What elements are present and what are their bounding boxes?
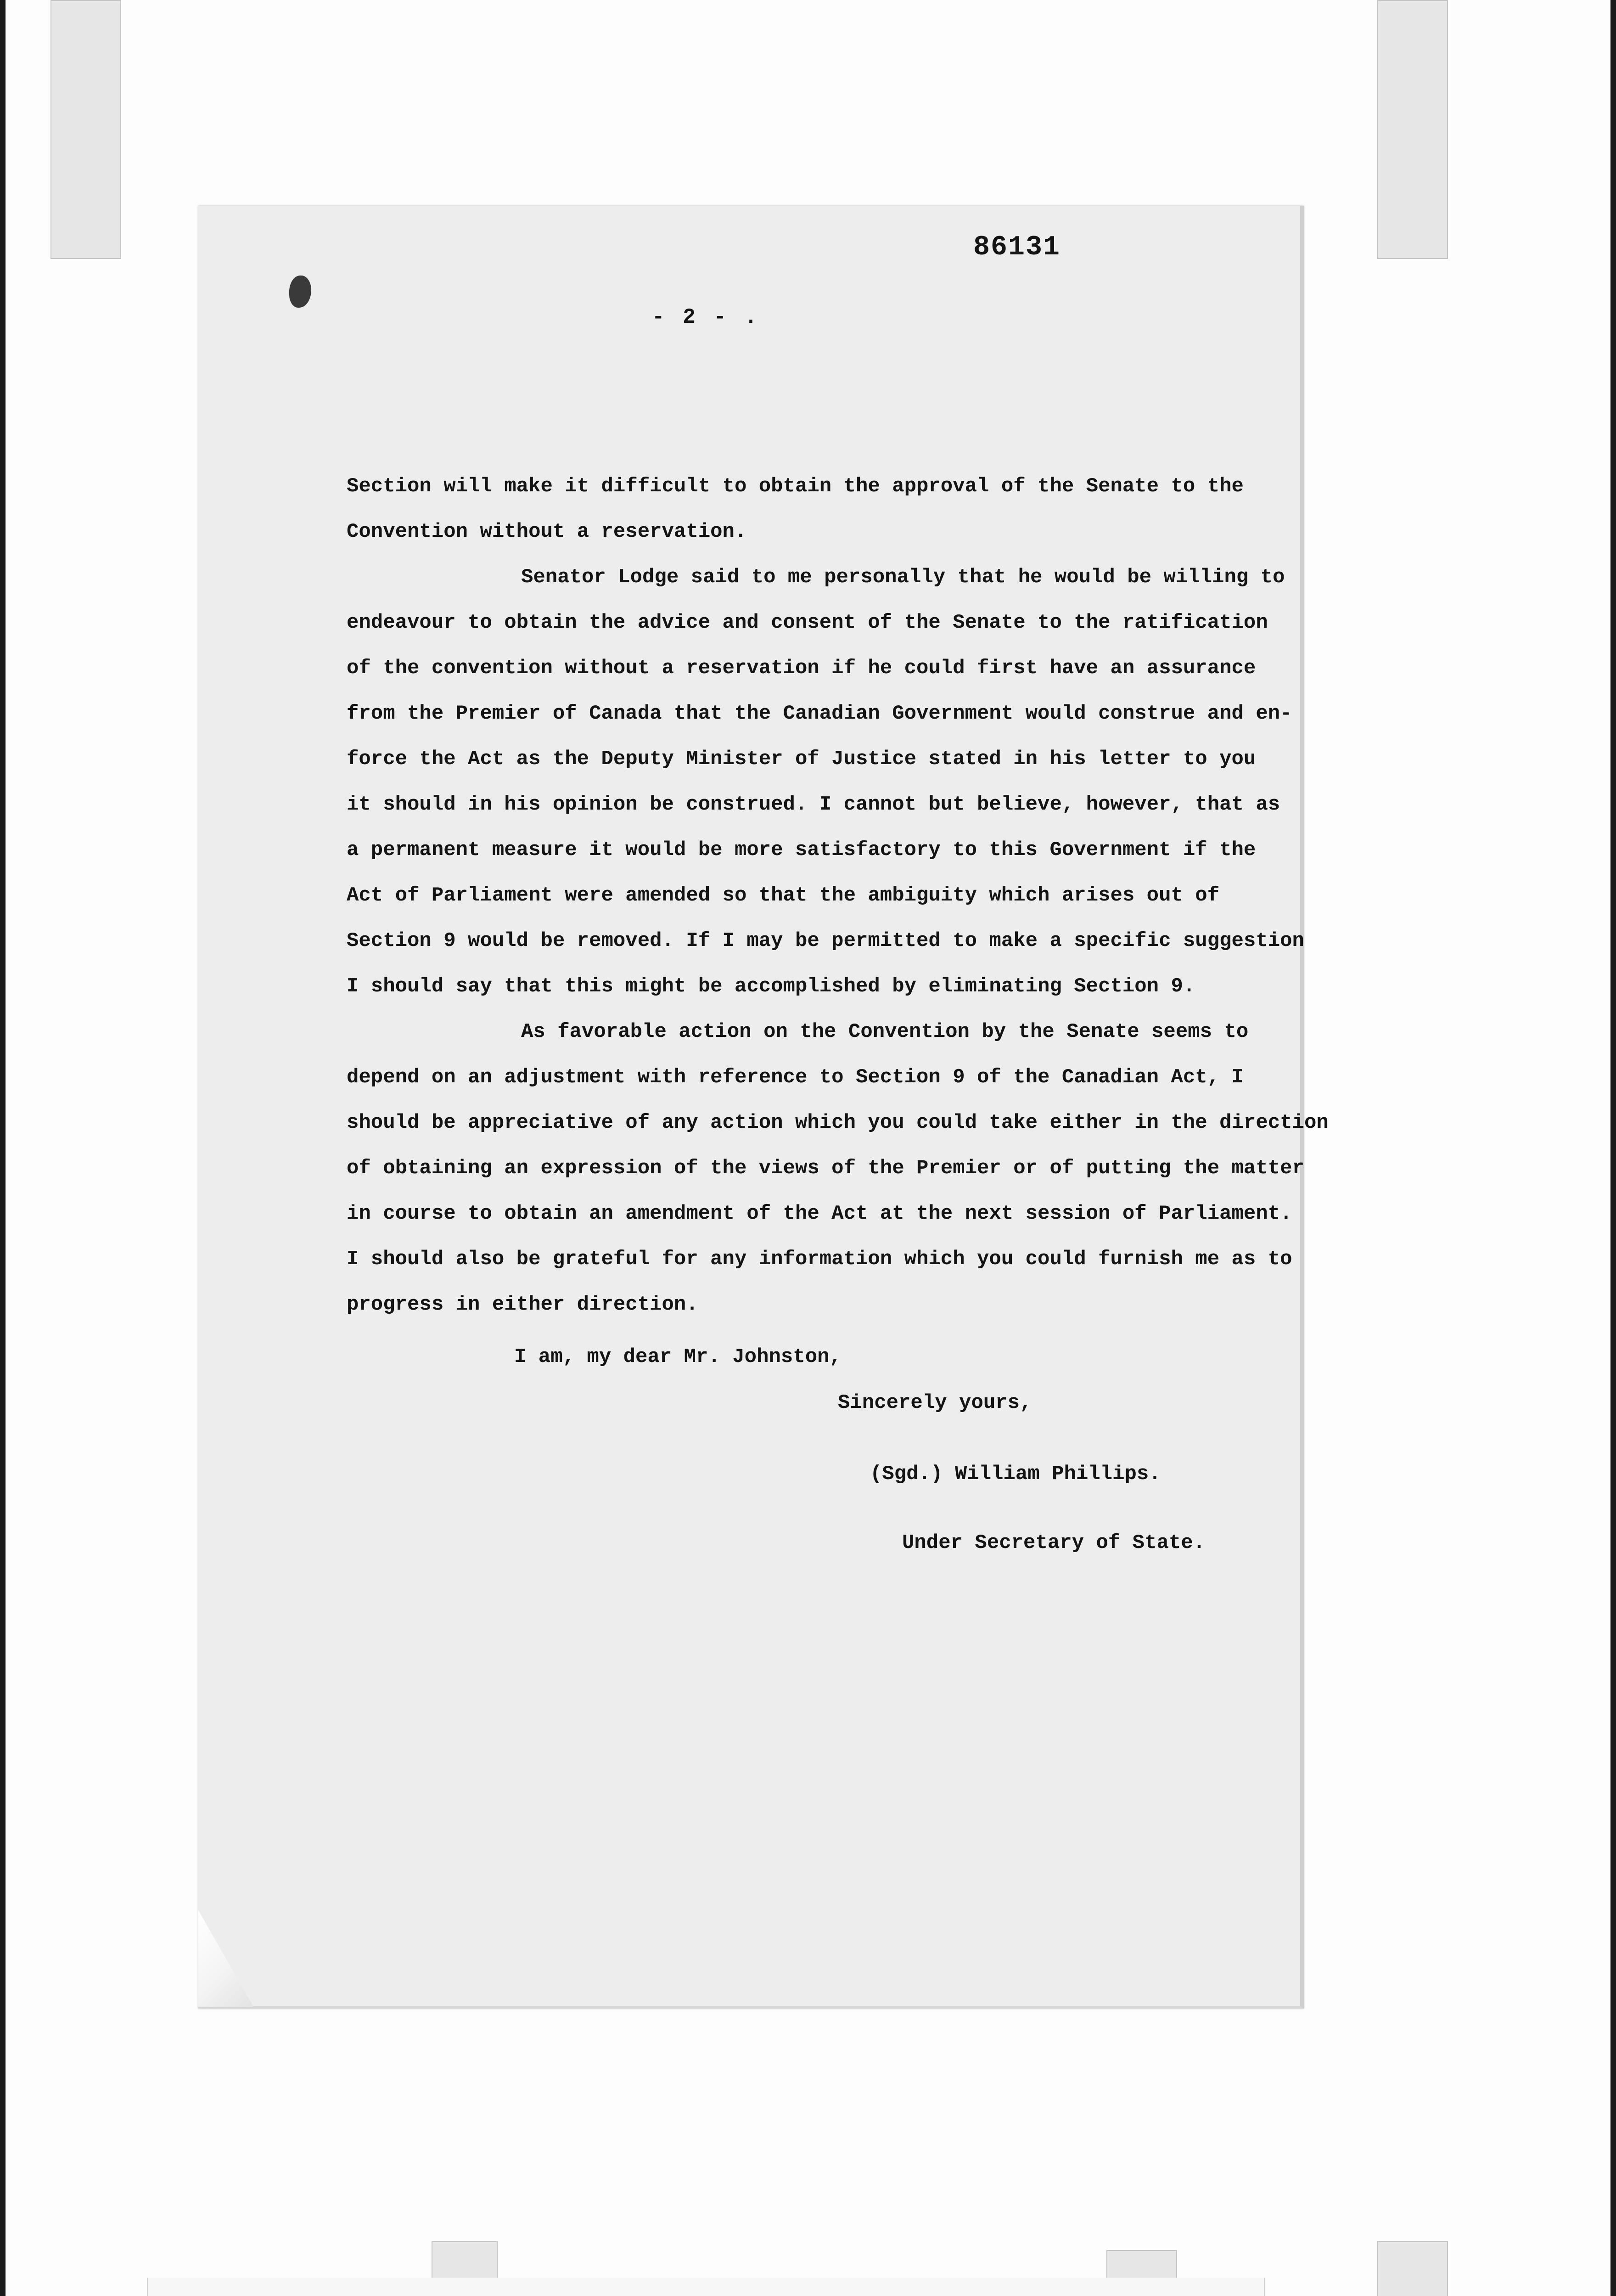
body-line: Section 9 would be removed. If I may be permitted to make a specific suggestion (347, 929, 1304, 952)
body-line: Convention without a reservation. (347, 520, 747, 543)
body-line: progress in either direction. (347, 1293, 698, 1316)
letter-body (347, 464, 1329, 1328)
body-line: depend on an adjustment with reference to Section 9 of the Canadian Act, I (347, 1066, 1244, 1089)
body-line: I should say that this might be accomplished by eliminating Section 9. (347, 975, 1195, 998)
page-indicator: - 2 - . (652, 305, 760, 329)
tape-strip (50, 0, 121, 259)
body-line: of the convention without a reservation if he could first have an assurance (347, 657, 1256, 680)
body-line: a permanent measure it would be more satisfactory to this Government if the (347, 838, 1256, 861)
film-edge-right (1610, 0, 1616, 2296)
sign-off: Sincerely yours, (838, 1391, 1032, 1414)
tape-strip (1377, 2241, 1448, 2296)
body-line: Act of Parliament were amended so that the ambiguity which arises out of (347, 884, 1220, 907)
film-edge-left (0, 0, 6, 2296)
body-line: should be appreciative of any action which you could take either in the direction (347, 1111, 1329, 1134)
tape-strip (1377, 0, 1448, 259)
salutation: I am, my dear Mr. Johnston, (514, 1345, 842, 1368)
body-line: endeavour to obtain the advice and consent of the Senate to the ratification (347, 611, 1268, 634)
body-line: in course to obtain an amendment of the Act at the next session of Parliament. (347, 1202, 1292, 1225)
body-line: Section will make it difficult to obtain the approval of the Senate to the (347, 475, 1244, 498)
signatory-title: Under Secretary of State. (902, 1531, 1206, 1554)
body-line: of obtaining an expression of the views of the Premier or of putting the matter (347, 1157, 1304, 1180)
signature: (Sgd.) William Phillips. (870, 1463, 1161, 1486)
body-line: from the Premier of Canada that the Canadian Government would construe and en- (347, 702, 1292, 725)
body-line: force the Act as the Deputy Minister of Justice stated in his letter to you (347, 748, 1256, 771)
body-line: it should in his opinion be construed. I cannot but believe, however, that as (347, 793, 1280, 816)
body-line: I should also be grateful for any information which you could furnish me as to (347, 1248, 1292, 1271)
document-number: 86131 (973, 232, 1061, 263)
archive-label (147, 2278, 1265, 2296)
body-line: As favorable action on the Convention by the Senate seems to (521, 1020, 1249, 1043)
body-line: Senator Lodge said to me personally that he would be willing to (521, 566, 1285, 589)
